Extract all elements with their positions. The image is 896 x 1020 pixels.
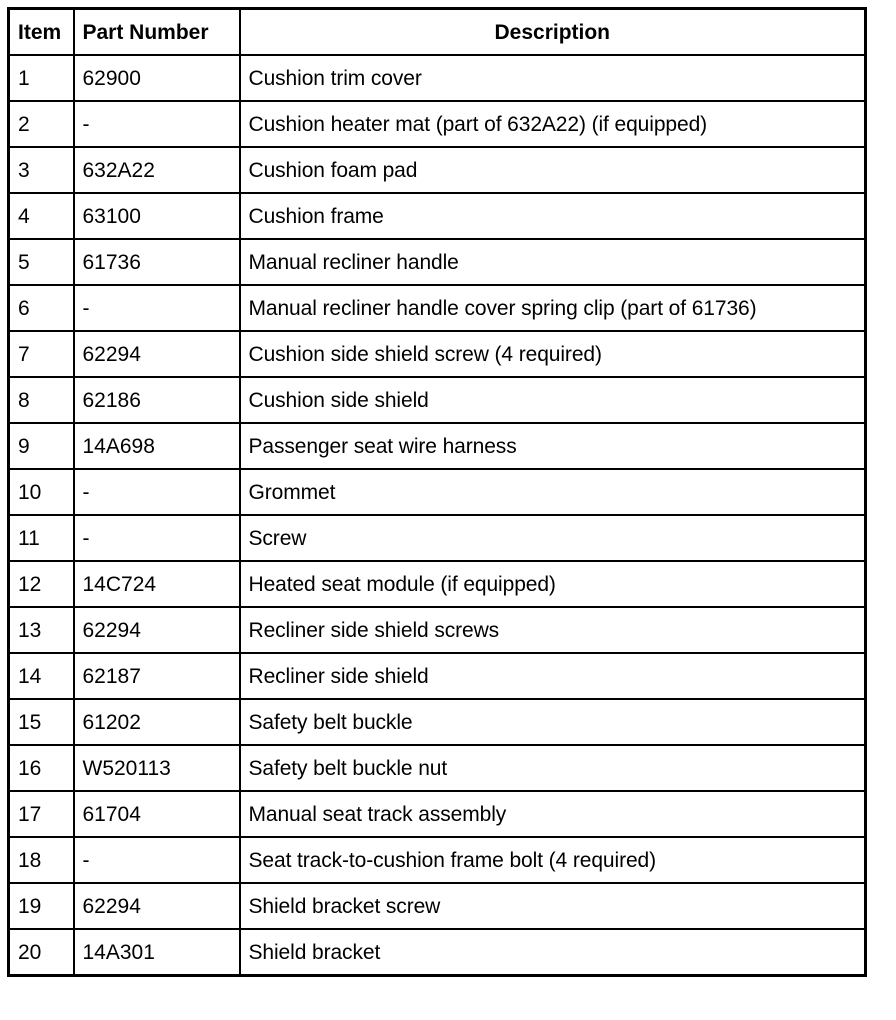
cell-description: Manual recliner handle cover spring clip (part of 61736) — [240, 285, 866, 331]
cell-description: Recliner side shield — [240, 653, 866, 699]
cell-description: Manual seat track assembly — [240, 791, 866, 837]
table-row — [9, 561, 866, 607]
cell-item: 3 — [9, 147, 74, 193]
table-row — [9, 607, 866, 653]
table-row — [9, 285, 866, 331]
cell-item: 16 — [9, 745, 74, 791]
cell-item: 18 — [9, 837, 74, 883]
cell-description: Safety belt buckle nut — [240, 745, 866, 791]
header-description: Description — [240, 9, 866, 56]
cell-part-number: - — [74, 515, 240, 561]
cell-item: 1 — [9, 55, 74, 101]
cell-part-number: 61736 — [74, 239, 240, 285]
cell-part-number: 62186 — [74, 377, 240, 423]
cell-description: Cushion heater mat (part of 632A22) (if equipped) — [240, 101, 866, 147]
header-row — [9, 9, 866, 56]
cell-item: 11 — [9, 515, 74, 561]
table-row — [9, 515, 866, 561]
cell-description: Passenger seat wire harness — [240, 423, 866, 469]
table-row — [9, 883, 866, 929]
cell-part-number: - — [74, 285, 240, 331]
table-body — [9, 55, 866, 976]
cell-item: 5 — [9, 239, 74, 285]
cell-item: 15 — [9, 699, 74, 745]
cell-item: 9 — [9, 423, 74, 469]
table-row — [9, 699, 866, 745]
table-row — [9, 101, 866, 147]
cell-part-number: - — [74, 469, 240, 515]
cell-item: 8 — [9, 377, 74, 423]
table-row — [9, 791, 866, 837]
cell-description: Screw — [240, 515, 866, 561]
table-row — [9, 377, 866, 423]
cell-item: 10 — [9, 469, 74, 515]
cell-item: 20 — [9, 929, 74, 976]
cell-description: Cushion frame — [240, 193, 866, 239]
cell-description: Shield bracket — [240, 929, 866, 976]
table-row — [9, 469, 866, 515]
cell-part-number: 632A22 — [74, 147, 240, 193]
cell-item: 17 — [9, 791, 74, 837]
cell-part-number: 61704 — [74, 791, 240, 837]
cell-part-number: 14A301 — [74, 929, 240, 976]
cell-item: 13 — [9, 607, 74, 653]
table-row — [9, 745, 866, 791]
cell-part-number: - — [74, 101, 240, 147]
cell-part-number: W520113 — [74, 745, 240, 791]
cell-description: Recliner side shield screws — [240, 607, 866, 653]
cell-description: Cushion trim cover — [240, 55, 866, 101]
table-row — [9, 55, 866, 101]
cell-part-number: 14A698 — [74, 423, 240, 469]
cell-part-number: 62187 — [74, 653, 240, 699]
cell-description: Cushion foam pad — [240, 147, 866, 193]
cell-item: 6 — [9, 285, 74, 331]
parts-table — [7, 7, 867, 977]
table-row — [9, 239, 866, 285]
cell-item: 2 — [9, 101, 74, 147]
cell-part-number: 63100 — [74, 193, 240, 239]
cell-item: 7 — [9, 331, 74, 377]
table-row — [9, 653, 866, 699]
cell-description: Cushion side shield — [240, 377, 866, 423]
cell-item: 14 — [9, 653, 74, 699]
header-item: Item — [9, 9, 74, 56]
cell-part-number: 62294 — [74, 331, 240, 377]
table-row — [9, 331, 866, 377]
cell-part-number: 14C724 — [74, 561, 240, 607]
table-row — [9, 929, 866, 976]
table-row — [9, 837, 866, 883]
cell-part-number: 62900 — [74, 55, 240, 101]
cell-part-number: 62294 — [74, 607, 240, 653]
cell-description: Manual recliner handle — [240, 239, 866, 285]
table-row — [9, 147, 866, 193]
cell-part-number: - — [74, 837, 240, 883]
cell-part-number: 62294 — [74, 883, 240, 929]
cell-item: 12 — [9, 561, 74, 607]
cell-description: Heated seat module (if equipped) — [240, 561, 866, 607]
cell-part-number: 61202 — [74, 699, 240, 745]
table-row — [9, 423, 866, 469]
cell-item: 19 — [9, 883, 74, 929]
cell-description: Safety belt buckle — [240, 699, 866, 745]
header-part-number: Part Number — [74, 9, 240, 56]
cell-description: Cushion side shield screw (4 required) — [240, 331, 866, 377]
cell-description: Seat track-to-cushion frame bolt (4 required) — [240, 837, 866, 883]
table-row — [9, 193, 866, 239]
table-header — [9, 9, 866, 56]
cell-description: Shield bracket screw — [240, 883, 866, 929]
cell-description: Grommet — [240, 469, 866, 515]
cell-item: 4 — [9, 193, 74, 239]
